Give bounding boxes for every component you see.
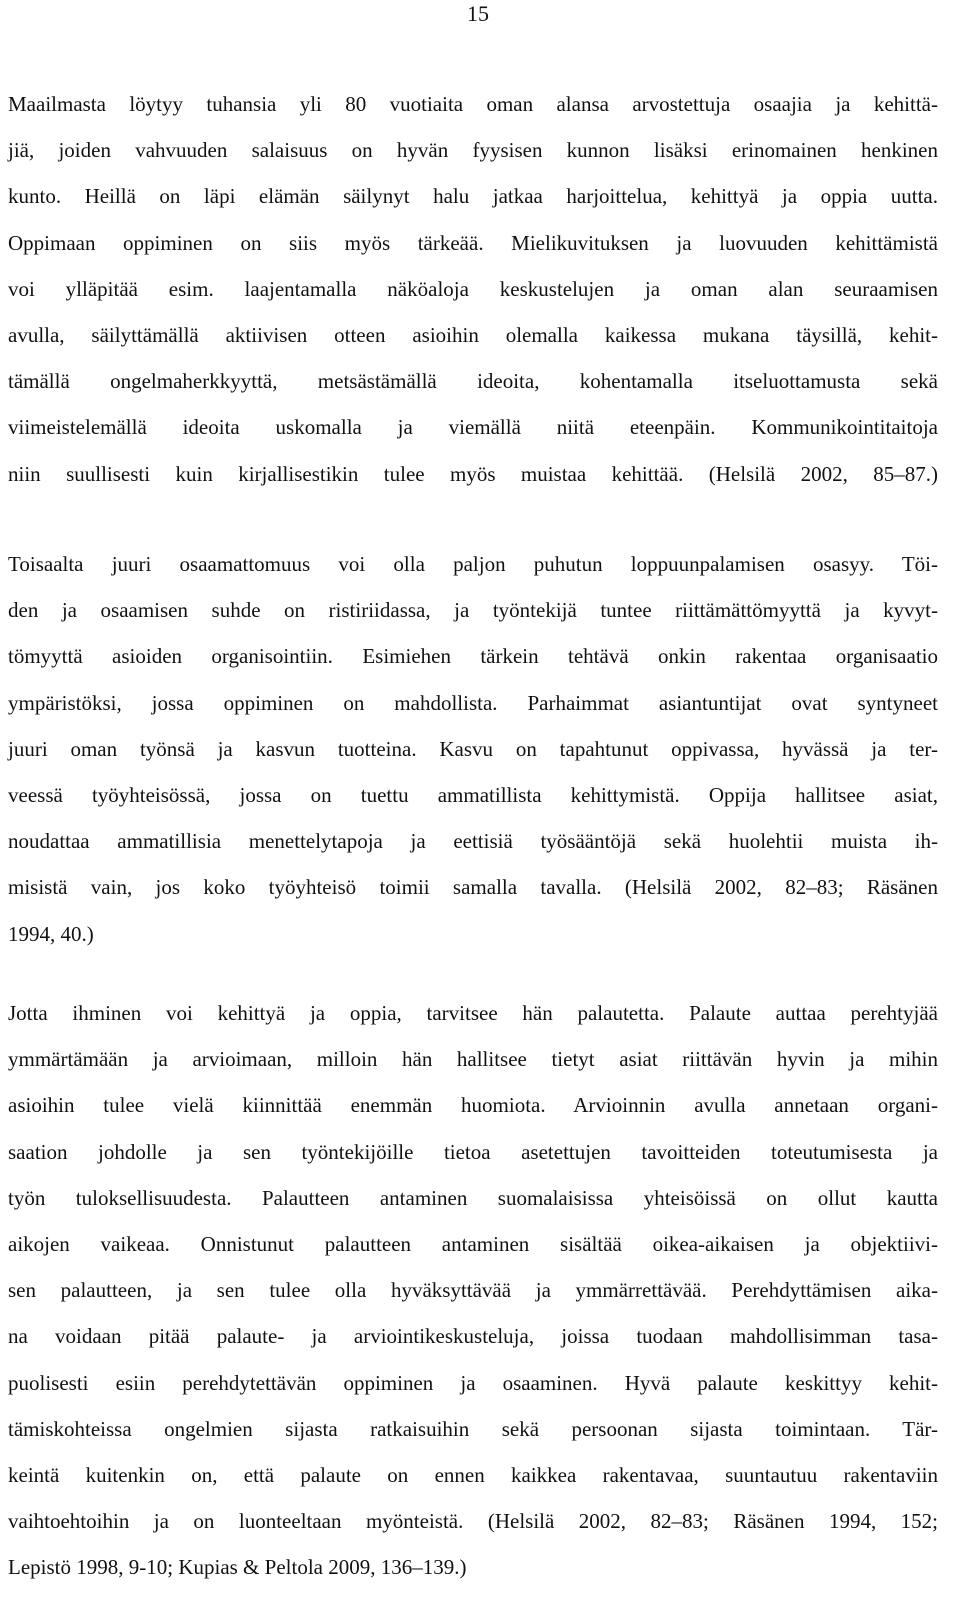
paragraph-2 — [8, 541, 938, 957]
text-line: asioihin tulee vielä kiinnittää enemmän huomiota. Arvioinnin avulla annetaan organi- — [8, 1093, 938, 1118]
text-line: sen palautteen, ja sen tulee olla hyväksyttävää ja ymmärrettävää. Perehdyttämisen aika- — [8, 1278, 938, 1303]
text-line: misistä vain, jos koko työyhteisö toimii samalla tavalla. (Helsilä 2002, 82–83; Räsänen — [8, 875, 938, 900]
text-line: ympäristöksi, jossa oppiminen on mahdollista. Parhaimmat asiantuntijat ovat syntyneet — [8, 690, 938, 715]
text-line: den ja osaamisen suhde on ristiriidassa, ja työntekijä tuntee riittämättömyyttä ja kyvyt- — [8, 598, 938, 623]
text-line: työn tuloksellisuudesta. Palautteen antaminen suomalaisissa yhteisöissä on ollut kautta — [8, 1185, 938, 1210]
text-line: viimeistelemällä ideoita uskomalla ja viemällä niitä eteenpäin. Kommunikointitaitoja — [8, 415, 938, 440]
text-line: saation johdolle ja sen työntekijöille tietoa asetettujen tavoitteiden toteutumisesta ja — [8, 1139, 938, 1164]
text-line: Lepistö 1998, 9-10; Kupias & Peltola 2009, 136–139.) — [8, 1555, 467, 1580]
text-line: na voidaan pitää palaute- ja arviointikeskusteluja, joissa tuodaan mahdollisimman tasa- — [8, 1324, 938, 1349]
text-line: noudattaa ammatillisia menettelytapoja ja eettisiä työsääntöjä sekä huolehtii muista ih- — [8, 829, 938, 854]
text-line: avulla, säilyttämällä aktiivisen otteen asioihin olemalla kaikessa mukana täysillä, kehit- — [8, 322, 938, 347]
text-line: jiä, joiden vahvuuden salaisuus on hyvän fyysisen kunnon lisäksi erinomainen henkinen — [8, 138, 938, 163]
text-line: veessä työyhteisössä, jossa on tuettu ammatillista kehittymistä. Oppija hallitsee asiat, — [8, 782, 938, 807]
text-line: tämiskohteissa ongelmien sijasta ratkaisuihin sekä persoonan sijasta toimintaan. Tär- — [8, 1416, 938, 1441]
paragraph-3 — [8, 990, 938, 1590]
text-line: Jotta ihminen voi kehittyä ja oppia, tarvitsee hän palautetta. Palaute auttaa perehtyjää — [8, 1001, 938, 1025]
text-line: aikojen vaikeaa. Onnistunut palautteen antaminen sisältää oikea-aikaisen ja objektiivi- — [8, 1231, 938, 1256]
text-line: tämällä ongelmaherkkyyttä, metsästämällä ideoita, kohentamalla itseluottamusta sekä — [8, 369, 938, 394]
text-line: 1994, 40.) — [8, 921, 94, 946]
text-line: niin suullisesti kuin kirjallisestikin tulee myös muistaa kehittää. (Helsilä 2002, 85–87.) — [8, 461, 938, 486]
text-line: Toisaalta juuri osaamattomuus voi olla paljon puhutun loppuunpalamisen osasyy. Töi- — [8, 552, 938, 576]
text-line: puolisesti esiin perehdytettävän oppiminen ja osaaminen. Hyvä palaute keskittyy kehit- — [8, 1370, 938, 1395]
text-line: ymmärtämään ja arvioimaan, milloin hän hallitsee tietyt asiat riittävän hyvin ja mihin — [8, 1047, 938, 1072]
text-line: Maailmasta löytyy tuhansia yli 80 vuotiaita oman alansa arvostettuja osaajia ja kehittä- — [8, 92, 938, 116]
text-line: juuri oman työnsä ja kasvun tuotteina. Kasvu on tapahtunut oppivassa, hyvässä ja ter- — [8, 736, 938, 761]
text-line: tömyyttä asioiden organisointiin. Esimiehen tärkein tehtävä onkin rakentaa organisaatio — [8, 644, 938, 669]
text-line: voi ylläpitää esim. laajentamalla näköaloja keskustelujen ja oman alan seuraamisen — [8, 276, 938, 301]
paragraph-1 — [8, 81, 938, 497]
text-line: Oppimaan oppiminen on siis myös tärkeää. Mielikuvituksen ja luovuuden kehittämistä — [8, 230, 938, 255]
text-line: kunto. Heillä on läpi elämän säilynyt halu jatkaa harjoittelua, kehittyä ja oppia uutta. — [8, 184, 938, 209]
page-number: 15 — [467, 1, 489, 26]
text-line: vaihtoehtoihin ja on luonteeltaan myönteistä. (Helsilä 2002, 82–83; Räsänen 1994, 152; — [8, 1509, 938, 1534]
text-line: keintä kuitenkin on, että palaute on ennen kaikkea rakentavaa, suuntautuu rakentaviin — [8, 1462, 938, 1487]
